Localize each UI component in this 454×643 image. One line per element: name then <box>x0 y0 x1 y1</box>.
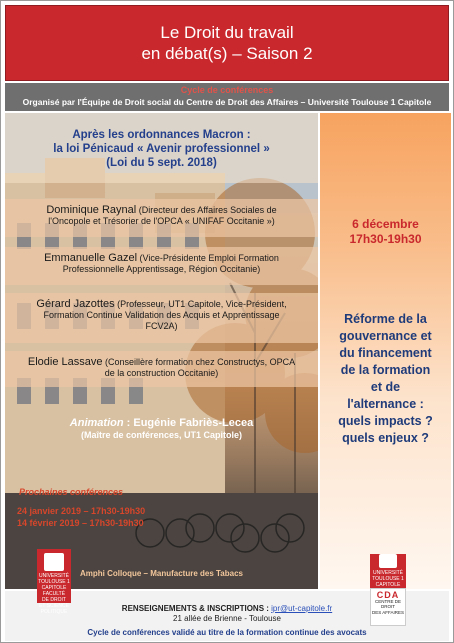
logo-left-line-4: FACULTÉ <box>42 591 66 597</box>
theme-line-1: Réforme de la <box>344 312 427 326</box>
animation-block: Animation : Eugénie Fabriès-Lecea (Maître de conférences, UT1 Capitole) <box>69 417 254 440</box>
logo-left-line-1: UNIVERSITÉ <box>38 573 69 579</box>
logo-left-line-5: DE DROIT <box>42 597 66 603</box>
speaker-1 <box>5 205 318 227</box>
subtitle-line-1: Après les ordonnances Macron : <box>72 129 251 141</box>
event-date: 6 décembre <box>352 217 419 231</box>
theme-line-3: du financement <box>339 346 432 360</box>
speaker-3-role-1: (Professeur, UT1 Capitole, Vice-Président, <box>117 299 287 309</box>
logo-right-line-2: TOULOUSE 1 <box>372 576 404 582</box>
speaker-3-role-3: FCV2A) <box>145 321 178 331</box>
speaker-4-name: Elodie Lassave <box>27 356 103 368</box>
speaker-2-role-2: Professionnelle Apprentissage, Région Occitanie) <box>62 264 261 274</box>
next-dates <box>17 505 217 529</box>
title-line-2: en débat(s) – Saison 2 <box>141 44 313 63</box>
theme-line-5: et de <box>370 380 401 394</box>
validation-note: Cycle de conférences validé au titre de la formation continue des avocats <box>87 628 367 637</box>
contact-email-link[interactable]: ipr@ut-capitole.fr <box>271 604 333 613</box>
theme-text <box>326 311 445 447</box>
contact-line <box>1 604 453 613</box>
theme-line-6: l'alternance : <box>347 397 424 411</box>
venue: Amphi Colloque – Manufacture des Tabacs <box>80 569 243 578</box>
speaker-4 <box>5 357 318 379</box>
logo-left-line-2: TOULOUSE 1 <box>38 579 70 585</box>
ut1-faculty-logo <box>37 549 71 615</box>
title-line-1: Le Droit du travail <box>160 23 294 42</box>
theme-line-2: gouvernance et <box>339 329 432 343</box>
subtitle-line-2: la loi Pénicaud « Avenir professionnel » <box>53 143 270 155</box>
speaker-4-role-1: (Conseillère formation chez Constructys, OPCA <box>105 357 296 367</box>
speaker-2-name: Emmanuelle Gazel <box>44 252 138 264</box>
address: 21 allée de Brienne - Toulouse <box>173 614 281 623</box>
right-panel <box>320 113 451 589</box>
animation-role: (Maître de conférences, UT1 Capitole) <box>80 430 243 440</box>
ut1-crest-icon-right <box>379 554 397 568</box>
ut1-crest-icon <box>44 553 64 571</box>
next-title: Prochaines conférences <box>19 487 124 497</box>
logo-right-line-3: CAPITOLE <box>375 582 401 588</box>
speaker-1-role-2: l'Oncopole et Trésorier de l'OPCA « UNIFAF Occitanie ») <box>48 216 275 226</box>
subtitle-line-3: (Loi du 5 sept. 2018) <box>106 157 217 169</box>
logo-left-line-6: ET SCIENCE <box>39 603 69 609</box>
poster-title <box>6 22 448 64</box>
logo-left-line-7: POLITIQUE <box>40 609 68 615</box>
animation-name: Eugénie Fabriès-Lecea <box>133 417 254 429</box>
next-date-2: 14 février 2019 – 17h30-19h30 <box>17 518 144 528</box>
speaker-4-role-2: de la construction Occitanie) <box>104 368 219 378</box>
cda-mark: CDA <box>376 590 400 600</box>
logo-right-line-4: CENTRE DE DROIT <box>374 598 401 609</box>
next-date-1: 24 janvier 2019 – 17h30-19h30 <box>17 506 146 516</box>
ut1-logo-top <box>370 554 406 588</box>
speaker-3 <box>5 299 318 332</box>
subtitle <box>5 128 318 170</box>
event-datetime <box>320 217 451 247</box>
cycle-label: Cycle de conférences <box>180 85 274 95</box>
contact-label: RENSEIGNEMENTS & INSCRIPTIONS : <box>121 604 269 613</box>
speaker-2 <box>5 253 318 275</box>
logo-left-line-3: CAPITOLE <box>41 585 67 591</box>
logo-right-line-5: DES AFFAIRES <box>371 609 404 615</box>
theme-line-8: quels enjeux ? <box>342 431 429 445</box>
event-time: 17h30-19h30 <box>349 232 422 246</box>
header-banner <box>5 5 449 81</box>
logo-right-line-1: UNIVERSITÉ <box>372 570 403 576</box>
cycle-band <box>5 83 449 111</box>
theme-line-7: quels impacts ? <box>338 414 433 428</box>
organizer-text: Organisé par l'Équipe de Droit social du Centre de Droit des Affaires – Université Toulouse 1 Capitole <box>22 97 432 107</box>
speaker-1-name: Dominique Raynal <box>46 204 137 216</box>
speaker-3-name: Gérard Jazottes <box>36 298 115 310</box>
speaker-3-role-2: Formation Continue Validation des Acquis et Apprentissage <box>43 310 280 320</box>
speaker-2-role-1: (Vice-Présidente Emploi Formation <box>139 253 279 263</box>
background-photo <box>5 113 318 589</box>
theme-line-4: de la formation <box>340 363 431 377</box>
speaker-1-role-1: (Directeur des Affaires Sociales de <box>138 205 277 215</box>
animation-label: Animation <box>69 417 124 429</box>
